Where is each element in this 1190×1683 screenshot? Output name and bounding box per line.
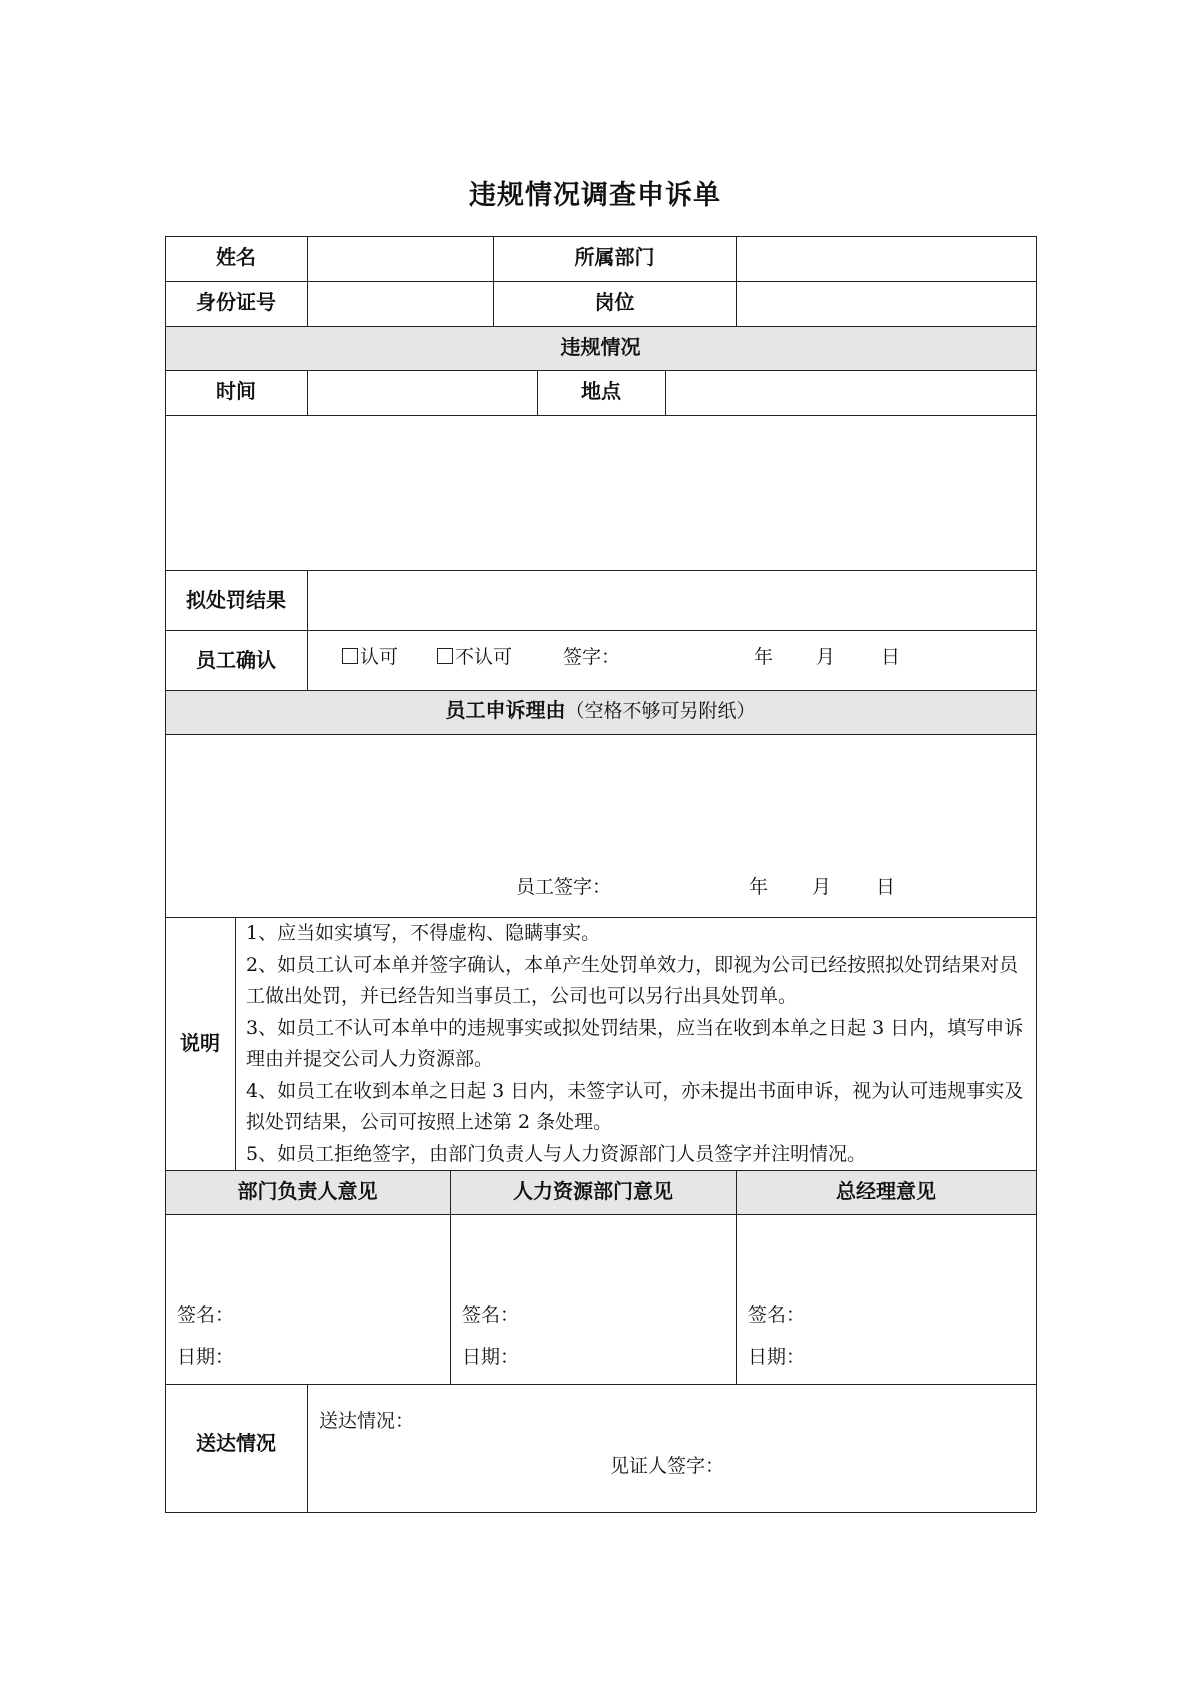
violation-description-field[interactable] [165,415,1036,570]
delivery-field[interactable] [307,1384,1036,1512]
note-item: 2、如员工认可本单并签字确认，本单产生处罚单效力，即视为公司已经按照拟处罚结果对员工做出处罚，并已经告知当事员工，公司也可以另行出具处罚单。 [246,953,1019,1007]
time-field[interactable] [307,370,537,415]
agree-checkbox[interactable] [342,648,358,664]
disagree-option[interactable] [437,648,512,667]
appeal-header-title: 员工申诉理由 [445,698,566,722]
position-field[interactable] [736,281,1036,326]
proposed-penalty-field[interactable] [307,570,1036,630]
hr-sign-label: 签名： [462,1304,520,1326]
confirm-month-label: 月 [816,646,836,668]
disagree-label: 不认可 [455,646,513,668]
appeal-signature-label: 员工签字： [516,876,612,898]
delivery-label: 送达情况 [196,1431,276,1455]
agree-option[interactable] [342,648,398,667]
note-item: 5、如员工拒绝签字，由部门负责人与人力资源部门人员签字并注明情况。 [246,1142,867,1165]
form-title: 违规情况调查申诉单 [469,180,721,211]
dept-head-opinion-header: 部门负责人意见 [237,1179,378,1203]
dept-head-sign-label: 签名： [177,1304,235,1326]
employee-confirm-label: 员工确认 [196,648,276,672]
proposed-penalty-label: 拟处罚结果 [186,588,286,612]
department-label: 所属部门 [574,245,655,269]
confirm-day-label: 日 [881,646,901,668]
gm-sign-label: 签名： [748,1304,806,1326]
hr-opinion-header: 人力资源部门意见 [513,1179,673,1203]
department-field[interactable] [736,236,1036,281]
location-label: 地点 [581,379,621,403]
dept-head-date-label: 日期： [177,1346,235,1368]
id-number-field[interactable] [307,281,493,326]
gm-date-label: 日期： [748,1346,806,1368]
appeal-day-label: 日 [876,876,896,898]
hr-date-label: 日期： [462,1346,520,1368]
note-item: 3、如员工不认可本单中的违规事实或拟处罚结果，应当在收到本单之日起 3 日内，填写申诉理由并提交公司人力资源部。 [246,1016,1024,1070]
name-field[interactable] [307,236,493,281]
note-item: 1、应当如实填写，不得虚构、隐瞒事实。 [246,922,601,944]
notes-list [246,918,1026,1170]
location-field[interactable] [665,370,1036,415]
time-label: 时间 [216,379,256,403]
confirm-signature-label: 签字： [563,646,621,668]
gm-opinion-header: 总经理意见 [836,1179,936,1203]
appeal-year-label: 年 [749,876,769,898]
appeal-month-label: 月 [812,876,832,898]
notes-label: 说明 [180,1031,220,1055]
witness-signature-label: 见证人签字： [610,1455,725,1477]
confirm-year-label: 年 [754,646,774,668]
name-label: 姓名 [216,245,256,269]
note-item: 4、如员工在收到本单之日起 3 日内，未签字认可，亦未提出书面申诉，视为认可违规事实及拟处罚结果，公司可按照上述第 2 条处理。 [246,1079,1024,1133]
appeal-header [165,700,1036,721]
violation-header: 违规情况 [560,335,641,359]
id-number-label: 身份证号 [196,290,276,314]
appeal-header-note: （空格不够可另附纸） [565,700,756,722]
delivery-status-label: 送达情况： [319,1410,415,1432]
position-label: 岗位 [594,290,635,314]
disagree-checkbox[interactable] [437,648,453,664]
agree-label: 认可 [360,646,399,668]
